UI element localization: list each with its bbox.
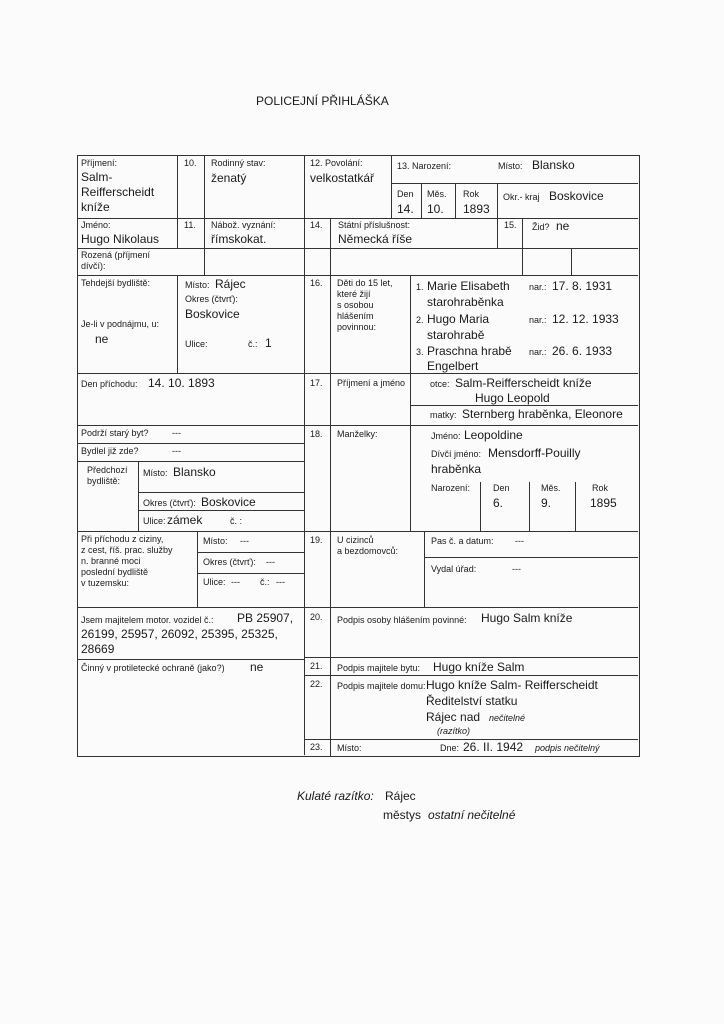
abroad-label-5: v tuzemsku: <box>81 578 130 588</box>
grid-line <box>330 218 331 275</box>
birth-day-label: Den <box>397 189 414 199</box>
children-label-2: které žijí <box>337 289 371 299</box>
field-11-number: 11. <box>184 220 196 230</box>
abroad-label-2: z cest, říš. prac. služby <box>81 545 173 555</box>
vehicles-value-1: PB 25907, <box>237 611 294 625</box>
child-3-born-date: 26. 6. 1933 <box>552 344 613 358</box>
father-value-1: Salm-Reifferscheidt kníže <box>455 376 592 390</box>
abroad-number-label: č.: <box>260 577 270 587</box>
grid-line <box>77 218 638 219</box>
prior-residence-label-2: bydliště: <box>87 476 121 486</box>
marital-status-label: Rodinný stav: <box>211 158 266 168</box>
form-title: POLICEJNÍ PŘIHLÁŠKA <box>256 94 389 108</box>
grid-line <box>571 248 572 275</box>
flat-owner-signature-label: Podpis majitele bytu: <box>337 663 421 673</box>
residence-district-label: Okres (čtvrť): <box>185 294 238 304</box>
flat-owner-signature-value: Hugo kníže Salm <box>433 660 525 674</box>
grid-line <box>424 531 425 607</box>
child-2-index: 2. <box>416 315 424 325</box>
registrant-signature-label: Podpis osoby hlášením povinné: <box>337 615 467 625</box>
grid-line <box>522 218 523 275</box>
field-14-number: 14. <box>310 220 323 230</box>
grid-line <box>204 155 205 275</box>
passport-label: Pas č. a datum: <box>431 536 494 546</box>
children-label-3: s osobou <box>337 300 374 310</box>
arrival-date-label: Den příchodu: <box>81 379 138 389</box>
jew-question-label: Žid? <box>532 222 550 232</box>
grid-line <box>330 275 331 757</box>
house-owner-signature-3b: nečitelné <box>489 713 526 723</box>
surname-label: Příjmení: <box>81 158 118 168</box>
grid-line <box>77 425 638 426</box>
grid-line <box>391 183 638 184</box>
abroad-label-4: poslední bydliště <box>81 567 149 577</box>
residence-number-label: č.: <box>248 339 258 349</box>
grid-line <box>421 183 422 218</box>
date-label: Dne: <box>440 743 460 753</box>
citizenship-label: Státní příslušnost: <box>338 220 411 230</box>
grid-line <box>410 275 411 531</box>
wife-birth-day-label: Den <box>493 483 510 493</box>
wife-name-label: Jméno: <box>431 431 461 441</box>
grid-line <box>77 607 638 608</box>
prior-street-label: Ulice: <box>143 516 166 526</box>
prior-street-value: zámek <box>167 513 203 527</box>
subtenant-value: ne <box>95 332 109 346</box>
round-stamp-label: Kulaté razítko: <box>297 789 374 803</box>
grid-line <box>575 482 576 531</box>
grid-line <box>455 183 456 218</box>
occupation-label: 12. Povolání: <box>310 158 363 168</box>
birth-label: 13. Narození: <box>397 161 452 171</box>
grid-line <box>304 155 305 755</box>
field-23-number: 23. <box>310 742 323 752</box>
grid-line <box>177 218 178 248</box>
place-label: Místo: <box>337 743 362 753</box>
wife-name-value: Leopoldine <box>464 428 523 442</box>
prior-place-label: Místo: <box>143 468 168 478</box>
children-label-1: Děti do 15 let, <box>337 278 393 288</box>
child-2-born-date: 12. 12. 1933 <box>552 312 619 326</box>
wife-maiden-value-2: hraběnka <box>431 462 482 476</box>
father-label: otce: <box>430 379 450 389</box>
residence-place-label: Místo: <box>185 280 210 290</box>
religion-value: římskokat. <box>211 232 267 246</box>
air-defense-value: ne <box>250 660 264 674</box>
abroad-street-value: --- <box>231 577 240 587</box>
mother-value: Sternberg hraběnka, Eleonore <box>462 407 623 421</box>
grid-line <box>77 373 638 374</box>
vehicles-value-2: 26199, 25957, 26092, 25395, 25325, <box>81 627 278 641</box>
date-value: 26. II. 1942 <box>463 740 524 754</box>
birth-day-value: 14. <box>397 202 414 216</box>
maiden-name-label-2: dívčí): <box>81 261 106 271</box>
previous-residence-label: Tehdejší bydliště: <box>81 278 151 288</box>
occupation-value: velkostatkář <box>310 171 375 185</box>
wife-birth-year: 1895 <box>590 496 617 510</box>
abroad-place-label: Místo: <box>203 536 228 546</box>
grid-line <box>177 275 178 373</box>
wife-label: Manželky: <box>337 429 378 439</box>
residence-street-label: Ulice: <box>185 339 208 349</box>
field-17-number: 17. <box>310 378 323 388</box>
grid-line <box>197 552 304 553</box>
district-region-value: Boskovice <box>549 189 604 203</box>
birth-year-label: Rok <box>463 189 480 199</box>
prior-district-value: Boskovice <box>201 495 256 509</box>
issued-by-label: Vydal úřad: <box>431 564 477 574</box>
child-2-born-label: nar.: <box>529 315 547 325</box>
district-region-label: Okr.- kraj <box>503 192 540 202</box>
issued-by-value: --- <box>512 564 521 574</box>
child-1-index: 1. <box>416 282 424 292</box>
birth-month-value: 10. <box>427 202 444 216</box>
surname-value-1: Salm- <box>81 170 113 184</box>
grid-line <box>197 573 304 574</box>
vehicles-label: Jsem majitelem motor. vozidel č.: <box>81 615 214 625</box>
grid-line <box>304 675 638 676</box>
birth-year-value: 1893 <box>463 202 490 216</box>
child-3-name-1: Praschna hrabě <box>427 344 512 358</box>
field-10-number: 10. <box>184 158 197 168</box>
keep-old-flat-label: Podrží starý byt? <box>81 428 149 438</box>
child-3-index: 3. <box>416 347 424 357</box>
house-owner-stamp-note: (razítko) <box>437 726 471 736</box>
grid-line <box>497 183 498 218</box>
wife-birth-day: 6. <box>493 496 504 510</box>
field-19-number: 19. <box>310 535 323 545</box>
first-name-value: Hugo Nikolaus <box>81 232 160 246</box>
surname-value-3: kníže <box>81 200 110 214</box>
grid-line <box>480 482 481 531</box>
wife-maiden-label: Dívčí jméno: <box>431 449 482 459</box>
wife-birth-label: Narození: <box>431 483 471 493</box>
mother-label: matky: <box>430 410 457 420</box>
abroad-district-label: Okres (čtvrť): <box>203 557 256 567</box>
field-21-number: 21. <box>310 661 323 671</box>
grid-line <box>77 461 304 462</box>
first-name-label: Jméno: <box>81 220 111 230</box>
abroad-place-value: --- <box>240 536 249 546</box>
marital-status-value: ženatý <box>211 171 247 185</box>
grid-line <box>497 218 498 248</box>
child-2-name-2: starohrabě <box>427 328 485 342</box>
father-value-2: Hugo Leopold <box>475 391 550 405</box>
maiden-name-label-1: Rozená (příjmení <box>81 250 151 260</box>
residence-place-value: Rájec <box>215 277 246 291</box>
grid-line <box>77 531 638 532</box>
foreigners-label-1: U cizinců <box>337 535 374 545</box>
field-20-number: 20. <box>310 612 323 622</box>
prior-residence-label-1: Předchozí <box>87 465 128 475</box>
wife-maiden-value-1: Mensdorff-Pouilly <box>488 446 581 460</box>
citizenship-value: Německá říše <box>338 232 413 246</box>
field-15-number: 15. <box>504 220 517 230</box>
wife-birth-month-label: Měs. <box>541 483 561 493</box>
grid-line <box>77 443 304 444</box>
grid-line <box>77 275 638 276</box>
passport-value: --- <box>515 536 524 546</box>
illegible-signature-note: podpis nečitelný <box>535 743 600 753</box>
children-label-4: hlášením <box>337 311 374 321</box>
jew-question-value: ne <box>556 219 570 233</box>
house-owner-signature-label: Podpis majitele domu: <box>337 681 426 691</box>
field-22-number: 22. <box>310 679 323 689</box>
lived-here-value: --- <box>172 446 181 456</box>
abroad-number-value: --- <box>276 577 285 587</box>
round-stamp-value-2b: ostatní nečitelné <box>428 808 516 822</box>
air-defense-label: Činný v protiletecké ochraně (jako?) <box>81 663 225 673</box>
child-3-born-label: nar.: <box>529 347 547 357</box>
child-1-name-1: Marie Elisabeth <box>427 279 510 293</box>
field-16-number: 16. <box>310 278 323 288</box>
grid-line <box>529 482 530 531</box>
grid-line <box>177 155 178 218</box>
subtenant-label: Je-li v podnájmu, u: <box>81 319 160 329</box>
child-2-name-1: Hugo Maria <box>427 312 490 326</box>
grid-line <box>391 155 392 218</box>
house-owner-signature-1: Hugo kníže Salm- Reifferscheidt <box>426 678 598 692</box>
abroad-street-label: Ulice: <box>203 577 226 587</box>
round-stamp-value-2a: městys <box>383 808 422 822</box>
registrant-signature-value: Hugo Salm kníže <box>481 611 573 625</box>
birth-place-value: Blansko <box>532 158 575 172</box>
grid-line <box>304 657 638 658</box>
religion-label: Nábož. vyznání: <box>211 220 276 230</box>
grid-line <box>424 557 638 558</box>
birth-month-label: Měs. <box>427 189 447 199</box>
house-owner-signature-3a: Rájec nad <box>426 710 481 724</box>
wife-birth-year-label: Rok <box>592 483 609 493</box>
vehicles-value-3: 28669 <box>81 642 115 656</box>
surname-value-2: Reifferscheidt <box>81 185 155 199</box>
abroad-district-value: --- <box>266 557 275 567</box>
abroad-label-1: Při příchodu z ciziny, <box>81 534 164 544</box>
lived-here-label: Bydlel již zde? <box>81 446 139 456</box>
grid-line <box>197 531 198 607</box>
residence-district-value: Boskovice <box>185 307 240 321</box>
child-1-born-date: 17. 8. 1931 <box>552 279 613 293</box>
children-label-5: povinnou: <box>337 322 377 332</box>
arrival-date-value: 14. 10. 1893 <box>148 376 215 390</box>
keep-old-flat-value: --- <box>172 428 181 438</box>
residence-number-value: 1 <box>265 336 272 350</box>
grid-line <box>77 659 304 660</box>
parents-name-label: Příjmení a jméno <box>337 378 406 388</box>
grid-line <box>138 492 304 493</box>
child-1-name-2: starohraběnka <box>427 295 504 309</box>
wife-birth-month: 9. <box>541 496 552 510</box>
prior-district-label: Okres (čtvrť): <box>143 498 196 508</box>
prior-place-value: Blansko <box>173 465 216 479</box>
house-owner-signature-2: Ředitelství statku <box>426 694 518 708</box>
field-18-number: 18. <box>310 429 323 439</box>
grid-line <box>138 510 304 511</box>
abroad-label-3: n. branné moci <box>81 556 141 566</box>
birth-place-label: Místo: <box>498 161 523 171</box>
grid-line <box>138 461 139 531</box>
foreigners-label-2: a bezdomovců: <box>337 546 399 556</box>
prior-number-label: č. : <box>230 516 243 526</box>
grid-line <box>77 248 638 249</box>
child-1-born-label: nar.: <box>529 282 547 292</box>
round-stamp-value-1: Rájec <box>385 789 416 803</box>
child-3-name-2: Engelbert <box>427 359 479 373</box>
